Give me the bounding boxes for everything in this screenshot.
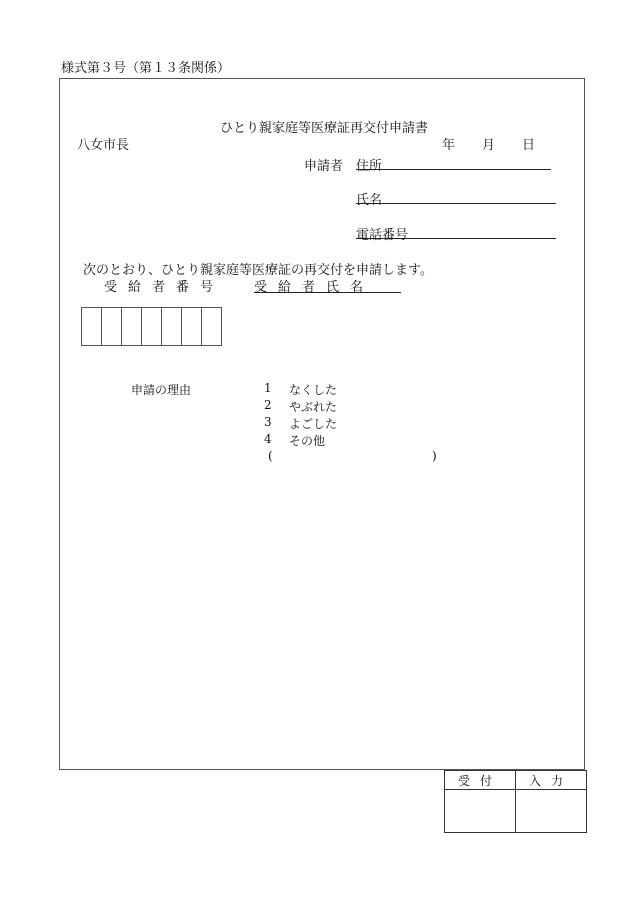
form-number: 様式第３号（第１３条関係） bbox=[61, 61, 231, 76]
recipient-number-digit-box[interactable] bbox=[161, 307, 182, 346]
recipient-number-digit-box[interactable] bbox=[121, 307, 142, 346]
reason-option-2-text[interactable]: やぶれた bbox=[289, 400, 338, 414]
date-year-label: 年 bbox=[442, 138, 456, 153]
other-paren-open: ( bbox=[268, 449, 273, 463]
address-label: 住所 bbox=[356, 159, 383, 174]
date-month-label: 月 bbox=[482, 138, 496, 153]
reason-option-4-num: 4 bbox=[264, 432, 272, 446]
reason-option-3-text[interactable]: よごした bbox=[289, 417, 338, 431]
other-reason-field[interactable] bbox=[278, 449, 430, 464]
reason-label: 申請の理由 bbox=[131, 383, 192, 397]
reason-option-2-num: 2 bbox=[264, 398, 272, 412]
address-field[interactable] bbox=[356, 155, 551, 170]
other-paren-close: ) bbox=[432, 449, 437, 463]
reason-option-3-num: 3 bbox=[264, 415, 272, 429]
recipient-number-digit-box[interactable] bbox=[141, 307, 162, 346]
recipient-number-digit-box[interactable] bbox=[101, 307, 122, 346]
recipient-number-digit-box[interactable] bbox=[81, 307, 102, 346]
applicant-label: 申請者 bbox=[304, 159, 344, 174]
form-title: ひとり親家庭等医療証再交付申請書 bbox=[220, 121, 429, 136]
phone-field[interactable] bbox=[356, 224, 556, 239]
received-stamp-cell bbox=[445, 790, 516, 833]
statement-text: 次のとおり、ひとり親家庭等医療証の再交付を申請します。 bbox=[83, 263, 433, 278]
recipient-number-label: 受給者番号 bbox=[104, 280, 225, 295]
date-day-label: 日 bbox=[522, 138, 536, 153]
received-header: 受付 bbox=[445, 771, 516, 790]
input-header: 入力 bbox=[516, 771, 587, 790]
name-field[interactable] bbox=[356, 189, 556, 204]
office-use-table bbox=[444, 770, 587, 833]
phone-label: 電話番号 bbox=[356, 228, 409, 243]
name-label: 氏名 bbox=[356, 193, 383, 208]
reason-option-4-text[interactable]: その他 bbox=[289, 434, 326, 448]
recipient-number-boxes bbox=[81, 307, 221, 346]
reason-option-1-text[interactable]: なくした bbox=[289, 383, 338, 397]
recipient-number-digit-box[interactable] bbox=[181, 307, 202, 346]
input-stamp-cell bbox=[516, 790, 587, 833]
addressee: 八女市長 bbox=[77, 138, 130, 153]
recipient-number-digit-box[interactable] bbox=[201, 307, 222, 346]
recipient-name-label: 受給者氏名 bbox=[254, 280, 375, 295]
reason-option-1-num: 1 bbox=[264, 381, 272, 395]
recipient-name-field[interactable] bbox=[254, 279, 401, 293]
